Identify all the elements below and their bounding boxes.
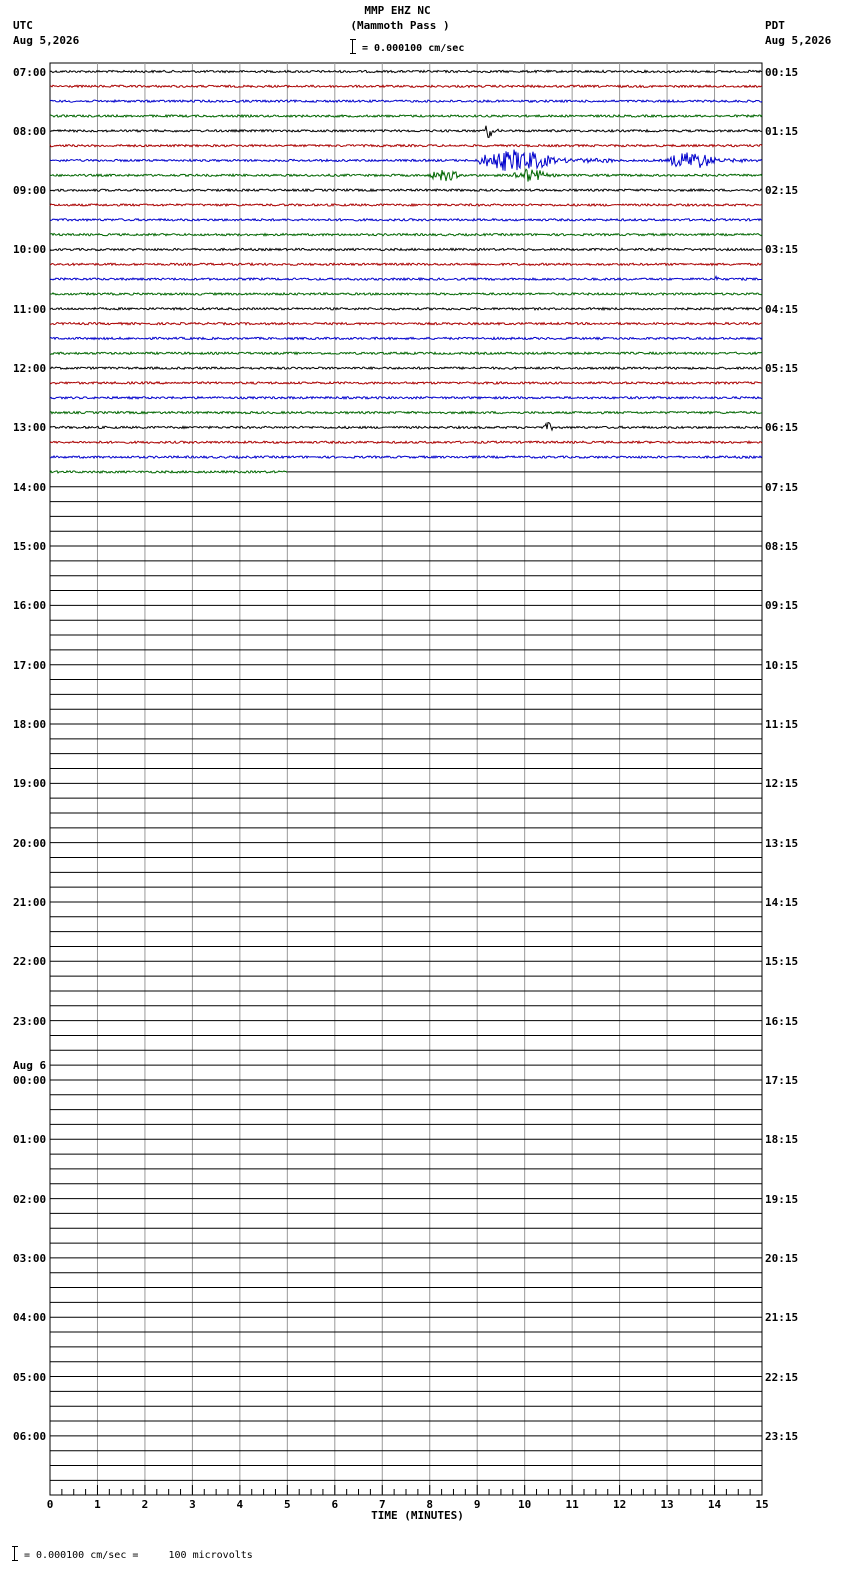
left-timezone: UTC <box>13 19 33 32</box>
left-hour-label: 13:00 <box>13 421 47 435</box>
x-tick-label: 3 <box>189 1498 196 1511</box>
scale-label: = 0.000100 cm/sec <box>362 43 465 54</box>
right-hour-label: 20:15 <box>765 1251 799 1265</box>
station-title: MMP EHZ NC <box>364 4 431 17</box>
trace-row-21 <box>50 382 762 384</box>
trace-row-0 <box>50 70 762 72</box>
trace-row-8 <box>50 189 762 191</box>
left-date-label: Aug 6 <box>13 1058 47 1072</box>
scale-bar-icon <box>350 39 356 55</box>
x-tick-label: 4 <box>236 1498 244 1511</box>
left-hour-label: 03:00 <box>13 1251 47 1265</box>
right-hour-label: 14:15 <box>765 895 799 909</box>
left-hour-label: 16:00 <box>13 599 47 613</box>
trace-row-26 <box>50 456 762 458</box>
trace-row-17 <box>50 323 762 325</box>
x-tick-label: 15 <box>755 1498 769 1511</box>
x-tick-label: 7 <box>378 1498 386 1511</box>
trace-row-11 <box>50 234 762 236</box>
left-hour-label: 09:00 <box>13 184 47 198</box>
trace-row-1 <box>50 85 762 87</box>
trace-row-13 <box>50 263 762 265</box>
trace-row-24 <box>50 423 762 431</box>
trace-row-22 <box>50 397 762 399</box>
right-hour-label: 11:15 <box>765 718 799 732</box>
right-hour-label: 01:15 <box>765 124 799 138</box>
trace-row-2 <box>50 100 762 102</box>
left-hour-label: 00:00 <box>13 1073 47 1087</box>
right-timezone: PDT <box>765 19 785 32</box>
left-hour-label: 14:00 <box>13 480 47 494</box>
left-hour-label: 20:00 <box>13 836 47 850</box>
right-hour-label: 08:15 <box>765 540 799 554</box>
right-hour-label: 21:15 <box>765 1311 799 1325</box>
right-hour-label: 22:15 <box>765 1370 799 1384</box>
right-hour-label: 18:15 <box>765 1133 799 1147</box>
x-tick-label: 1 <box>94 1498 101 1511</box>
left-hour-label: 05:00 <box>13 1370 47 1384</box>
x-tick-label: 10 <box>518 1498 532 1511</box>
x-tick-label: 8 <box>426 1498 434 1511</box>
left-hour-label: 21:00 <box>13 895 47 909</box>
x-tick-label: 2 <box>141 1498 149 1511</box>
left-hour-label: 23:00 <box>13 1014 47 1028</box>
right-hour-label: 19:15 <box>765 1192 799 1206</box>
trace-row-23 <box>50 412 762 414</box>
trace-row-14 <box>50 276 762 280</box>
left-date: Aug 5,2026 <box>13 34 80 47</box>
right-hour-label: 15:15 <box>765 955 799 969</box>
right-hour-label: 13:15 <box>765 836 799 850</box>
x-axis-label: TIME (MINUTES) <box>371 1509 464 1522</box>
x-tick-label: 5 <box>284 1498 291 1511</box>
right-hour-label: 12:15 <box>765 777 799 791</box>
left-hour-label: 22:00 <box>13 955 47 969</box>
station-location: (Mammoth Pass ) <box>350 19 450 32</box>
footer-scale-note: = 0.000100 cm/sec = 100 microvolts <box>24 1550 253 1561</box>
left-hour-label: 01:00 <box>13 1133 47 1147</box>
trace-row-5 <box>50 145 762 147</box>
trace-row-12 <box>50 248 762 250</box>
trace-row-20 <box>50 367 762 369</box>
x-tick-label: 6 <box>331 1498 339 1511</box>
right-hour-label: 02:15 <box>765 184 799 198</box>
footer-scale-icon <box>12 1546 18 1562</box>
left-hour-label: 02:00 <box>13 1192 47 1206</box>
trace-row-25 <box>50 441 762 443</box>
left-hour-label: 18:00 <box>13 718 47 732</box>
plot-frame <box>50 63 762 1495</box>
right-hour-label: 23:15 <box>765 1429 799 1443</box>
left-hour-label: 06:00 <box>13 1429 47 1443</box>
trace-row-6 <box>50 150 762 171</box>
x-tick-label: 13 <box>660 1498 674 1511</box>
trace-row-9 <box>50 204 762 206</box>
trace-row-3 <box>50 115 762 117</box>
right-hour-label: 04:15 <box>765 302 799 316</box>
left-hour-label: 19:00 <box>13 777 47 791</box>
trace-row-18 <box>50 337 762 339</box>
trace-row-7 <box>50 169 762 181</box>
x-tick-label: 11 <box>565 1498 579 1511</box>
x-tick-label: 0 <box>46 1498 54 1511</box>
left-hour-label: 11:00 <box>13 302 47 316</box>
trace-row-15 <box>50 293 762 295</box>
left-hour-label: 08:00 <box>13 124 47 138</box>
right-date: Aug 5,2026 <box>765 34 832 47</box>
right-hour-label: 05:15 <box>765 362 799 376</box>
right-hour-label: 09:15 <box>765 599 799 613</box>
right-hour-label: 00:15 <box>765 65 799 79</box>
right-hour-label: 07:15 <box>765 480 799 494</box>
left-hour-label: 10:00 <box>13 243 47 257</box>
left-hour-label: 04:00 <box>13 1311 47 1325</box>
right-hour-label: 06:15 <box>765 421 799 435</box>
right-hour-label: 16:15 <box>765 1014 799 1028</box>
trace-row-4 <box>50 126 762 138</box>
trace-row-16 <box>50 308 762 310</box>
trace-row-27 <box>50 471 287 473</box>
right-hour-label: 17:15 <box>765 1073 799 1087</box>
trace-row-19 <box>50 352 762 354</box>
right-hour-label: 10:15 <box>765 658 799 672</box>
right-hour-label: 03:15 <box>765 243 799 257</box>
left-hour-label: 07:00 <box>13 65 47 79</box>
x-tick-label: 9 <box>473 1498 481 1511</box>
left-hour-label: 17:00 <box>13 658 47 672</box>
x-tick-label: 14 <box>707 1498 722 1511</box>
trace-row-10 <box>50 219 762 221</box>
x-tick-label: 12 <box>612 1498 627 1511</box>
left-hour-label: 15:00 <box>13 540 47 554</box>
left-hour-label: 12:00 <box>13 362 47 376</box>
